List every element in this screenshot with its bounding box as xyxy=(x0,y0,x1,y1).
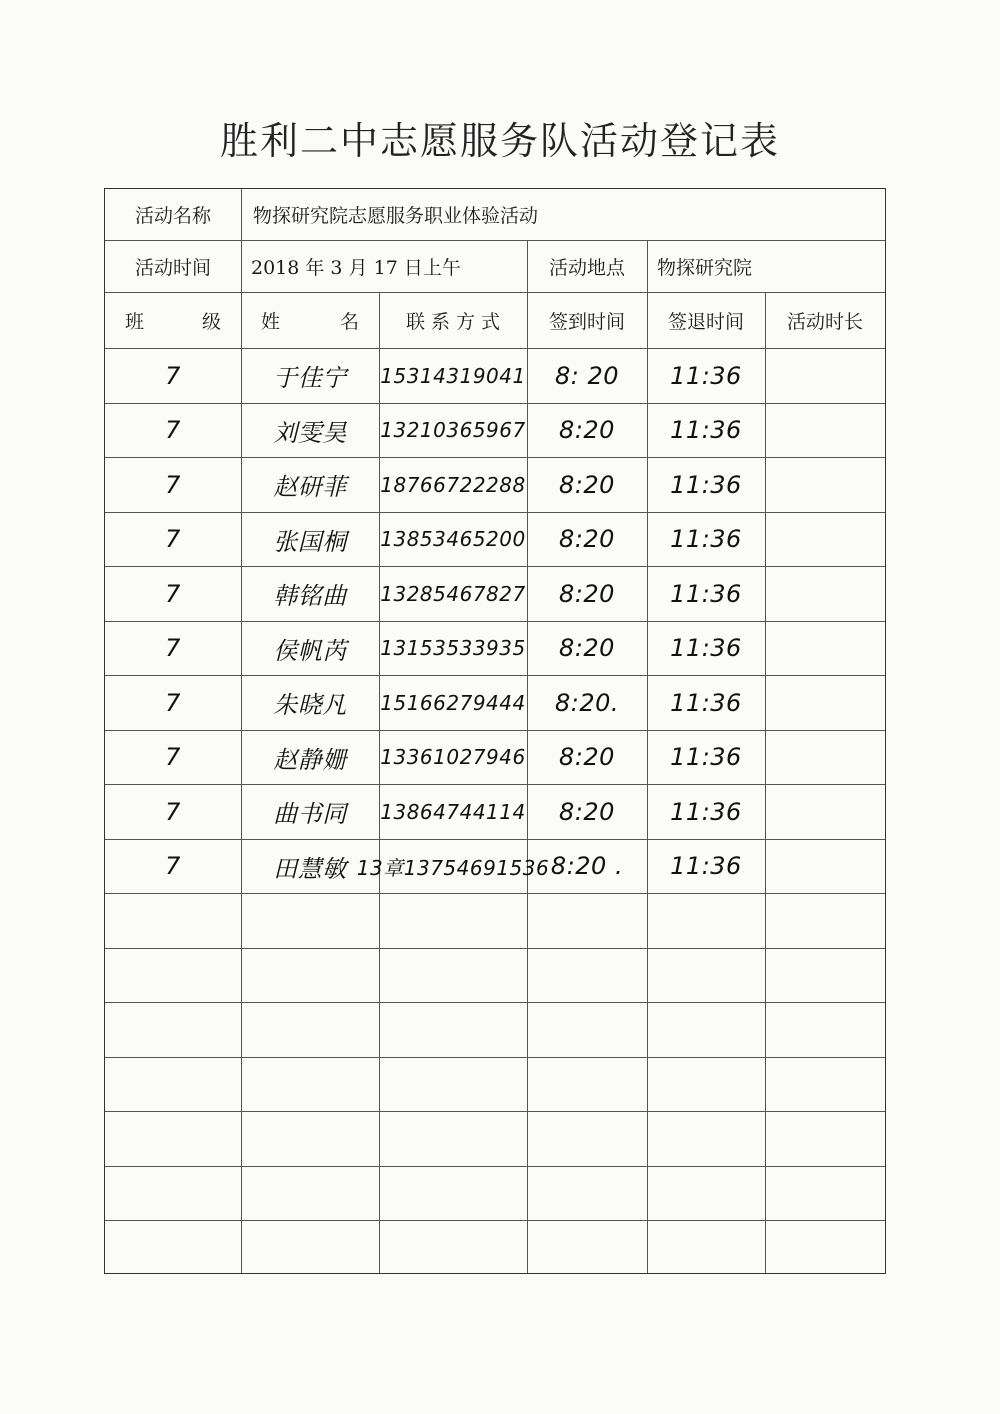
cell-name: 田慧敏 xyxy=(273,854,347,883)
cell-phone: 13285467827 xyxy=(380,581,526,606)
cell-signin: 8:20 xyxy=(559,525,615,554)
activity-name-row xyxy=(105,189,885,241)
activity-time-value: 2018 年 3 月 17 日上午 xyxy=(251,257,461,279)
page-title: 胜利二中志愿服务队活动登记表 xyxy=(219,119,780,163)
cell-signout: 11:36 xyxy=(670,361,742,390)
cell-duration xyxy=(765,731,885,785)
cell-signin: 8:20 xyxy=(559,743,615,772)
cell-signout: 11:36 xyxy=(670,416,742,445)
cell-signout: 11:36 xyxy=(670,743,742,772)
table-row xyxy=(105,404,885,459)
cell-signin: 8:20 xyxy=(559,470,615,499)
cell-signin: 8:20 xyxy=(559,579,615,608)
table-row xyxy=(105,567,885,622)
cell-name: 赵静姗 xyxy=(273,745,347,774)
activity-name-label: 活动名称 xyxy=(134,205,211,227)
cell-class: 7 xyxy=(165,852,181,881)
cell-class: 7 xyxy=(165,743,181,772)
cell-class: 7 xyxy=(165,525,181,554)
cell-signin: 8: 20 xyxy=(554,361,620,390)
column-header-row xyxy=(105,293,885,349)
table-row xyxy=(105,513,885,568)
cell-class: 7 xyxy=(165,688,181,717)
cell-signout: 11:36 xyxy=(670,525,742,554)
cell-duration xyxy=(765,349,885,403)
cell-name: 侯帆芮 xyxy=(273,636,347,665)
activity-time-label: 活动时间 xyxy=(134,257,211,279)
table-row xyxy=(105,349,885,404)
cell-duration xyxy=(765,785,885,839)
column-header-class-a: 班 xyxy=(125,311,145,333)
table-row xyxy=(105,840,885,895)
cell-name: 朱晓凡 xyxy=(273,691,347,720)
activity-time-row xyxy=(105,241,885,293)
cell-signout: 11:36 xyxy=(670,688,742,717)
activity-name-value: 物探研究院志愿服务职业体验活动 xyxy=(253,205,539,227)
cell-class: 7 xyxy=(165,797,181,826)
cell-phone: 13361027946 xyxy=(380,745,526,770)
cell-name: 刘雯昊 xyxy=(273,418,347,447)
column-header-signin: 签到时间 xyxy=(548,311,625,333)
cell-signout: 11:36 xyxy=(670,579,742,608)
cell-signout: 11:36 xyxy=(670,852,742,881)
cell-class: 7 xyxy=(165,416,181,445)
cell-phone: 15314319041 xyxy=(380,363,526,388)
cell-class: 7 xyxy=(165,634,181,663)
cell-class: 7 xyxy=(165,470,181,499)
cell-name: 于佳宁 xyxy=(273,364,347,393)
cell-phone: 15166279444 xyxy=(380,690,526,715)
column-header-name-a: 姓 xyxy=(261,311,281,333)
cell-signout: 11:36 xyxy=(670,797,742,826)
table-row xyxy=(105,676,885,731)
cell-phone: 13853465200 xyxy=(380,527,526,552)
table-row xyxy=(105,731,885,786)
blank-row xyxy=(105,1112,885,1167)
column-header-signout: 签退时间 xyxy=(667,311,744,333)
table-row xyxy=(105,622,885,677)
column-header-class-b: 级 xyxy=(201,311,221,333)
cell-duration xyxy=(765,622,885,676)
cell-phone: 13153533935 xyxy=(380,636,526,661)
cell-signin: 8:20 xyxy=(559,797,615,826)
cell-duration xyxy=(765,404,885,458)
column-header-name-b: 名 xyxy=(339,311,359,333)
registration-table xyxy=(104,188,886,1274)
cell-duration xyxy=(765,513,885,567)
cell-duration xyxy=(765,676,885,730)
cell-class: 7 xyxy=(165,361,181,390)
cell-signout: 11:36 xyxy=(670,634,742,663)
column-header-duration: 活动时长 xyxy=(786,311,863,333)
blank-row xyxy=(105,1058,885,1113)
blank-row xyxy=(105,894,885,949)
cell-name: 赵研菲 xyxy=(273,473,347,502)
cell-name: 曲书同 xyxy=(273,800,347,829)
column-header-name xyxy=(241,293,379,348)
blank-row xyxy=(105,1167,885,1222)
column-header-class xyxy=(105,293,241,348)
cell-name: 韩铭曲 xyxy=(273,582,347,611)
cell-phone: 13864744114 xyxy=(380,799,526,824)
cell-duration xyxy=(765,567,885,621)
cell-phone: 18766722288 xyxy=(380,472,526,497)
table-row xyxy=(105,458,885,513)
blank-row xyxy=(105,949,885,1004)
cell-signin: 8:20 xyxy=(559,416,615,445)
activity-place-value: 物探研究院 xyxy=(657,257,753,279)
cell-class: 7 xyxy=(165,579,181,608)
cell-phone: 13章13754691536 xyxy=(356,855,550,880)
cell-signin: 8:20. xyxy=(554,688,620,717)
cell-phone: 13210365967 xyxy=(380,418,526,443)
cell-signout: 11:36 xyxy=(670,470,742,499)
cell-signin: 8:20 . xyxy=(550,852,624,881)
cell-name: 张国桐 xyxy=(273,527,347,556)
cell-duration xyxy=(765,840,885,894)
cell-signin: 8:20 xyxy=(559,634,615,663)
blank-row xyxy=(105,1221,885,1276)
column-header-contact: 联 系 方 式 xyxy=(405,311,501,333)
blank-row xyxy=(105,1003,885,1058)
cell-duration xyxy=(765,458,885,512)
table-row xyxy=(105,785,885,840)
activity-place-label: 活动地点 xyxy=(548,257,625,279)
